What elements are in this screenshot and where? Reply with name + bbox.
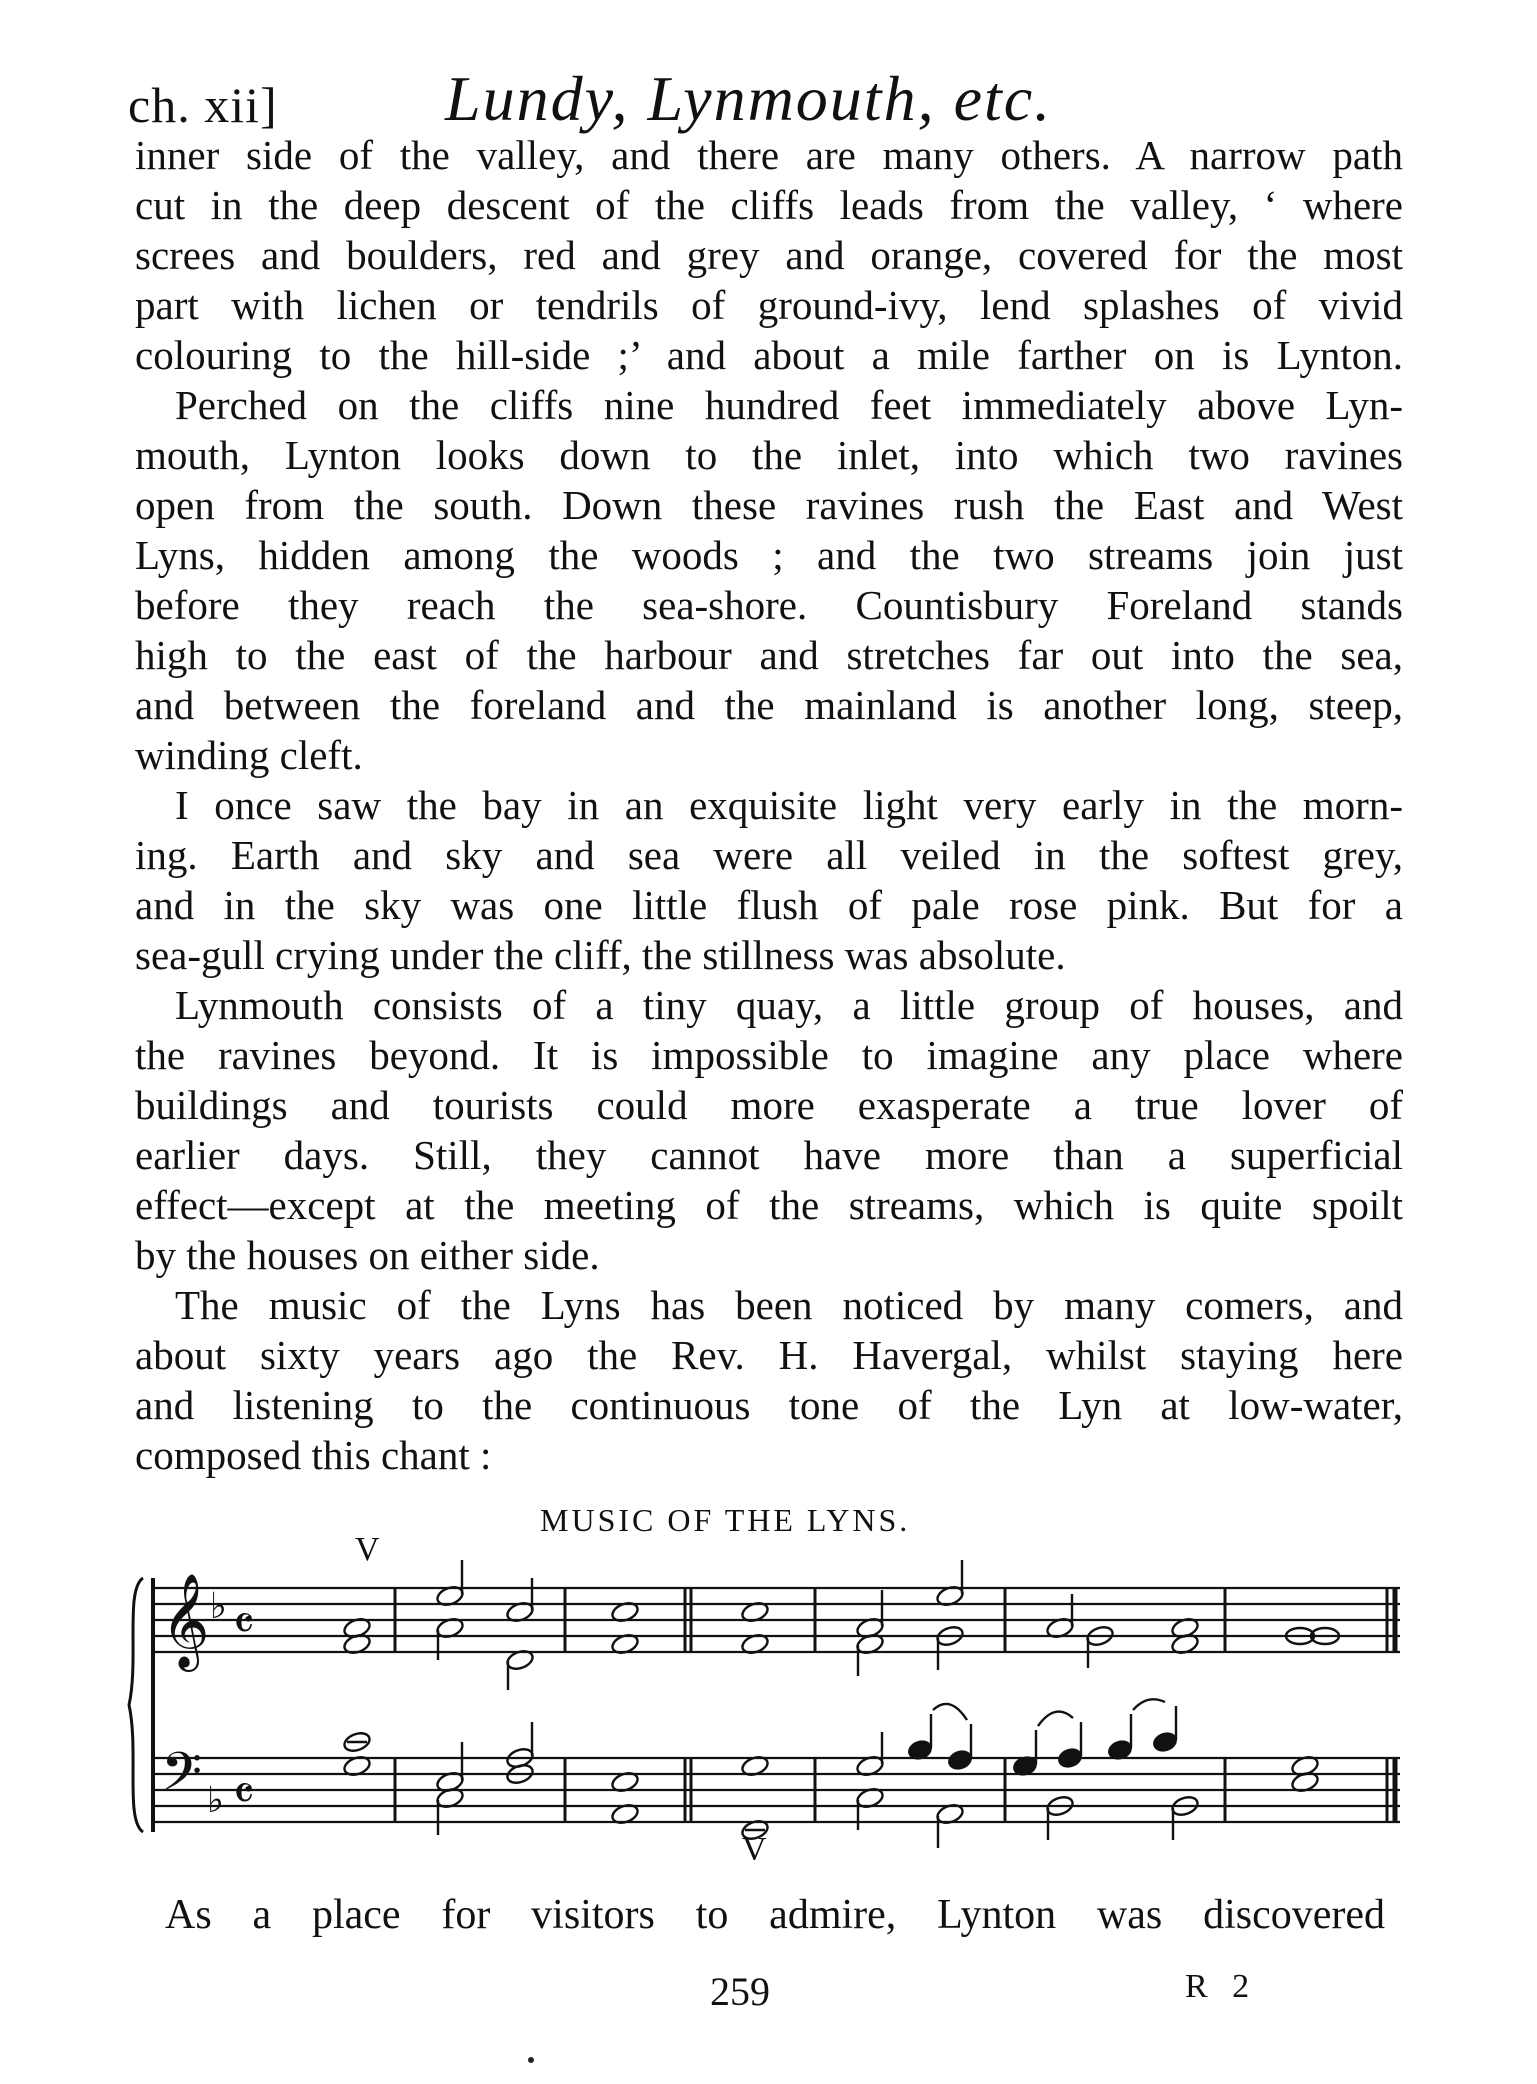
note-head [342, 1616, 372, 1656]
note-head [610, 1770, 640, 1826]
final-line: As a place for visitors to admire, Lynton was discovered [165, 1892, 1385, 1938]
text-line: and listening to the continuous tone of the Lyn at low-water, [135, 1382, 1403, 1428]
text-line: winding cleft. [135, 732, 363, 778]
note-head [1170, 1794, 1200, 1840]
quarter-note [907, 1714, 933, 1761]
note-head [505, 1722, 535, 1786]
quarter-note [1057, 1722, 1083, 1769]
note-head [505, 1578, 535, 1624]
quarter-note [1012, 1730, 1038, 1777]
slur [1133, 1699, 1165, 1710]
bass-staff [153, 1758, 1400, 1822]
note-head [505, 1648, 535, 1690]
chant-score [125, 1530, 1415, 1860]
note-head [435, 1616, 465, 1660]
note-head [1085, 1624, 1115, 1668]
text-line: screes and boulders, red and grey and orange, covered for the most [135, 232, 1403, 278]
note-head [1290, 1754, 1320, 1794]
text-line: ing. Earth and sky and sea were all veiled in the softest grey, [135, 832, 1403, 878]
ink-speck [528, 2057, 534, 2063]
slur [933, 1704, 967, 1720]
bass-clef-icon: 𝄢 [161, 1742, 203, 1816]
text-line: colouring to the hill-side ;’ and about a mile farther on is Lynton. [135, 332, 1403, 378]
signature-mark: R 2 [1185, 1968, 1258, 2005]
text-line: about sixty years ago the Rev. H. Havergal, whilst staying here [135, 1332, 1403, 1378]
text-line: part with lichen or tendrils of ground-ivy, lend splashes of vivid [135, 282, 1403, 328]
quarter-note [1152, 1706, 1178, 1753]
note-head [1045, 1594, 1075, 1640]
flat-icon: ♭ [210, 1586, 227, 1627]
breath-mark: V [355, 1531, 380, 1568]
text-line: and in the sky was one little flush of pale rose pink. But for a [135, 882, 1403, 928]
note-head [740, 1600, 770, 1656]
note-head [855, 1732, 885, 1830]
body-text [135, 130, 1403, 1480]
treble-clef-icon: 𝄞 [161, 1573, 210, 1668]
quarter-note [1107, 1714, 1133, 1761]
text-line: cut in the deep descent of the cliffs leads from the valley, ‘ where [135, 182, 1403, 228]
bar-lines [395, 1588, 1395, 1822]
note-head [610, 1600, 640, 1656]
note-head [342, 1730, 372, 1778]
text-line: Lynmouth consists of a tiny quay, a little group of houses, and [175, 982, 1403, 1028]
treble-staff [153, 1588, 1400, 1652]
note-head [1170, 1616, 1200, 1656]
text-line: and between the foreland and the mainland is another long, steep, [135, 682, 1403, 728]
text-line: earlier days. Still, they cannot have more than a superficial [135, 1132, 1403, 1178]
text-line: Perched on the cliffs nine hundred feet immediately above Lyn- [175, 382, 1403, 428]
text-line: before they reach the sea-shore. Countisbury Foreland stands [135, 582, 1403, 628]
breath-mark: V [742, 1831, 767, 1860]
note-head [935, 1560, 965, 1670]
text-line: sea-gull crying under the cliff, the stillness was absolute. [135, 932, 1066, 978]
note-head [935, 1802, 965, 1848]
common-time-icon: 𝄴 [233, 1596, 255, 1652]
chapter-reference: ch. xii] [128, 77, 278, 133]
text-line: Lyns, hidden among the woods ; and the two streams join just [135, 532, 1403, 578]
text-line: effect—except at the meeting of the streams, which is quite spoilt [135, 1182, 1403, 1228]
music-title: MUSIC OF THE LYNS. [540, 1502, 911, 1538]
system-brace [129, 1578, 143, 1832]
running-title: Lundy, Lynmouth, etc. [445, 63, 1053, 134]
note-head [1045, 1794, 1075, 1840]
text-line: I once saw the bay in an exquisite light very early in the morn- [175, 782, 1403, 828]
flat-icon: ♭ [207, 1780, 224, 1821]
common-time-icon: 𝄴 [233, 1766, 255, 1822]
text-line: by the houses on either side. [135, 1232, 600, 1278]
text-line: composed this chant : [135, 1432, 492, 1478]
text-line: The music of the Lyns has been noticed by many comers, and [175, 1282, 1403, 1328]
text-line: buildings and tourists could more exasperate a true lover of [135, 1082, 1403, 1128]
text-line: mouth, Lynton looks down to the inlet, into which two ravines [135, 432, 1403, 478]
quarter-note [947, 1724, 973, 1771]
text-line: open from the south. Down these ravines rush the East and West [135, 482, 1403, 528]
slur [1038, 1712, 1073, 1726]
text-line: the ravines beyond. It is impossible to imagine any place where [135, 1032, 1403, 1078]
text-line: high to the east of the harbour and stretches far out into the sea, [135, 632, 1403, 678]
note-head [740, 1754, 770, 1842]
text-line: inner side of the valley, and there are many others. A narrow path [135, 132, 1403, 178]
page-number: 259 [710, 1969, 770, 2014]
note-head [435, 1560, 465, 1608]
